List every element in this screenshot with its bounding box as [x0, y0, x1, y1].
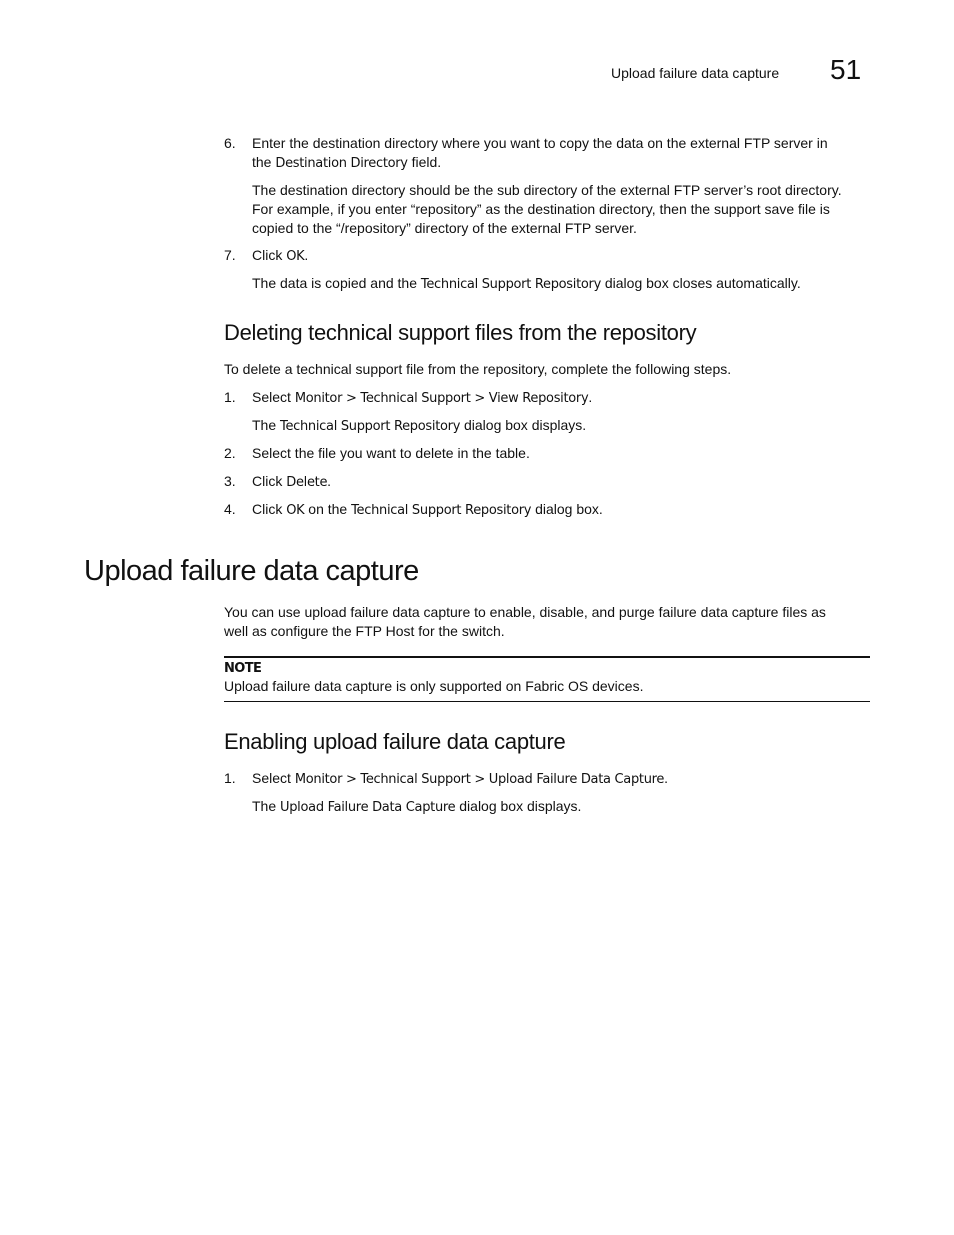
note-bottom-rule: [224, 701, 870, 702]
text-run: dialog box.: [531, 501, 603, 517]
text-run: dialog box displays.: [460, 417, 587, 433]
step-text: Select the file you want to delete in the table.: [252, 445, 530, 461]
step-number: 6.: [224, 135, 236, 151]
text-run: field.: [407, 154, 442, 170]
ui-term: Delete: [286, 475, 328, 490]
text-run: the: [252, 154, 276, 170]
ui-term: Upload Failure Data Capture: [280, 800, 456, 815]
text-run: .: [304, 247, 309, 263]
paragraph-line: You can use upload failure data capture to enable, disable, and purge failure data capture files as: [224, 604, 826, 620]
step-explanation: [252, 181, 872, 238]
section-title: Upload failure data capture: [84, 555, 419, 587]
text-run: dialog box closes automatically.: [600, 275, 801, 291]
text-run: Select: [252, 389, 295, 405]
step-text: [252, 134, 872, 173]
ui-term: Technical Support Repository: [280, 419, 461, 434]
step-number: 1.: [224, 389, 236, 405]
ui-term: Destination Directory: [275, 156, 408, 171]
text-run: .: [664, 770, 668, 786]
section-heading: Deleting technical support files from the repository: [224, 320, 697, 345]
ui-term: Monitor > Technical Support > View Repository: [294, 391, 589, 406]
text-run: .: [327, 473, 332, 489]
ui-term: OK: [286, 249, 305, 264]
text-run: The: [252, 417, 281, 433]
step-line: Enter the destination directory where you want to copy the data on the external FTP server in: [252, 135, 828, 151]
note-label: NOTE: [224, 661, 262, 676]
text-run: The: [252, 798, 281, 814]
text-run: Click: [252, 473, 287, 489]
step-text: [252, 472, 331, 492]
step-number: 2.: [224, 445, 236, 461]
paragraph-line: copied to the “/repository” directory of the external FTP server.: [252, 220, 637, 236]
running-header-title: Upload failure data capture: [611, 65, 780, 81]
ui-term: Monitor > Technical Support > Upload Failure Data Capture: [294, 772, 665, 787]
section-heading: Enabling upload failure data capture: [224, 729, 566, 754]
text-run: The data is copied and the: [252, 275, 421, 291]
text-run: Select: [252, 770, 295, 786]
step-number: 1.: [224, 770, 236, 786]
step-number: 7.: [224, 247, 236, 263]
step-result: [252, 274, 801, 294]
step-text: [252, 388, 592, 408]
text-run: dialog box displays.: [455, 798, 582, 814]
step-text: [252, 769, 668, 789]
chapter-number: 51: [830, 54, 862, 85]
text-run: Click: [252, 501, 287, 517]
section-intro: To delete a technical support file from the repository, complete the following steps.: [224, 361, 732, 377]
section-intro: [224, 603, 870, 641]
ui-term: Technical Support Repository: [420, 277, 601, 292]
step-number: 3.: [224, 473, 236, 489]
step-number: 4.: [224, 501, 236, 517]
paragraph-line: The destination directory should be the sub directory of the external FTP server’s root directory.: [252, 182, 842, 198]
step-result: [252, 797, 581, 817]
text-run: on the: [304, 501, 352, 517]
step-result: [252, 416, 586, 436]
note-top-rule: [224, 656, 870, 658]
ui-term: OK: [286, 503, 305, 518]
step-line: [252, 153, 872, 173]
step-text: [252, 246, 308, 266]
ui-term: Technical Support Repository: [351, 503, 532, 518]
paragraph-line: For example, if you enter “repository” as the destination directory, then the support save file is: [252, 201, 830, 217]
text-run: Click: [252, 247, 287, 263]
text-run: .: [588, 389, 593, 405]
step-text: [252, 500, 603, 520]
paragraph-line: well as configure the FTP Host for the switch.: [224, 623, 505, 639]
note-text: Upload failure data capture is only supported on Fabric OS devices.: [224, 678, 644, 694]
